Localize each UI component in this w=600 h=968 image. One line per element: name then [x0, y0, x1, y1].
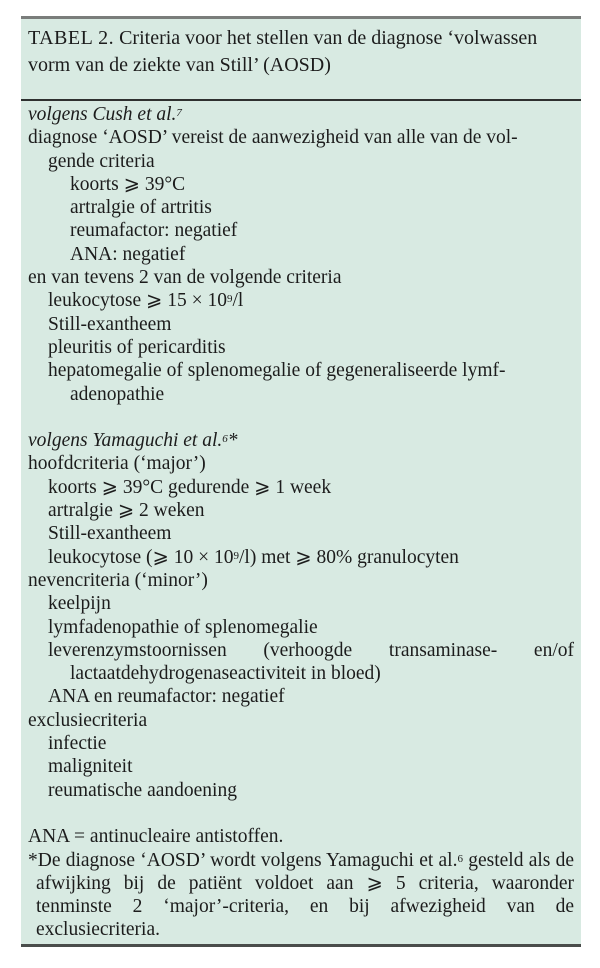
list-item: Still-exantheem — [48, 313, 172, 335]
cush-intro-cont: gende criteria — [48, 150, 155, 172]
header-divider — [21, 99, 581, 101]
list-item: lymfadenopathie of splenomegalie — [48, 616, 318, 638]
table-caption — [28, 25, 574, 79]
table-panel — [21, 16, 581, 947]
list-item: ANA: negatief — [70, 243, 186, 265]
list-item: maligniteit — [48, 756, 133, 778]
list-item: pleuritis of pericarditis — [48, 336, 226, 358]
exclusion-heading: exclusiecriteria — [28, 709, 148, 731]
cush-also: en van tevens 2 van de volgende criteria — [28, 267, 342, 289]
footnote: *De diagnose ‘AOSD’ wordt volgens Yamaguchi et al.$^6$ gesteld als de afwijking bij de patiënt voldoet aan ⩾ 5 criteria, waaronder tenminste 2 ‘major’-criteria, en bij afwezigheid van de exclusiecriteria. — [28, 849, 574, 941]
abbreviation-note: ANA = antinucleaire antistoffen. — [28, 826, 284, 848]
list-item: artralgie ⩾ 2 weken — [48, 500, 205, 522]
major-heading: hoofdcriteria (‘major’) — [28, 453, 206, 475]
table-label: TABEL 2. — [28, 27, 115, 49]
list-item: artralgie of artritis — [70, 197, 212, 219]
table-title: Criteria voor het stellen van de diagnose ‘volwassen vorm van de ziekte van Still’ (AOSD) — [28, 27, 538, 76]
list-item: reumatische aandoening — [48, 779, 237, 801]
minor-heading: nevencriteria (‘minor’) — [28, 569, 208, 591]
list-item: keelpijn — [48, 593, 111, 615]
section-heading-yamaguchi: volgens Yamaguchi et al.$^6$* — [28, 430, 238, 452]
list-item: koorts ⩾ 39°C — [70, 173, 186, 195]
list-item-cont: adenopathie — [70, 383, 165, 405]
table-body — [28, 103, 574, 942]
section-heading-cush: volgens Cush et al.$^7$ — [28, 104, 182, 125]
list-item: koorts ⩾ 39°C gedurende ⩾ 1 week — [48, 476, 332, 498]
list-item: leverenzymstoornissen (verhoogde transaminase- en/of lactaatdehydrogenaseactiviteit in bloed) — [48, 639, 574, 685]
list-item: leukocytose (⩾ $10 \times 10^9/l$) met ⩾ 80% granulocyten — [48, 546, 459, 568]
cush-intro: diagnose ‘AOSD’ vereist de aanwezigheid van alle van de vol- — [28, 127, 518, 149]
list-item: ANA en reumafactor: negatief — [48, 686, 285, 708]
list-item: infectie — [48, 733, 107, 755]
list-item: leukocytose ⩾ $15 \times 10^9/l$ — [48, 290, 244, 312]
list-item: reumafactor: negatief — [70, 220, 238, 242]
list-item: hepatomegalie of splenomegalie of gegeneraliseerde lymf- — [48, 360, 506, 382]
list-item: Still-exantheem — [48, 523, 172, 545]
